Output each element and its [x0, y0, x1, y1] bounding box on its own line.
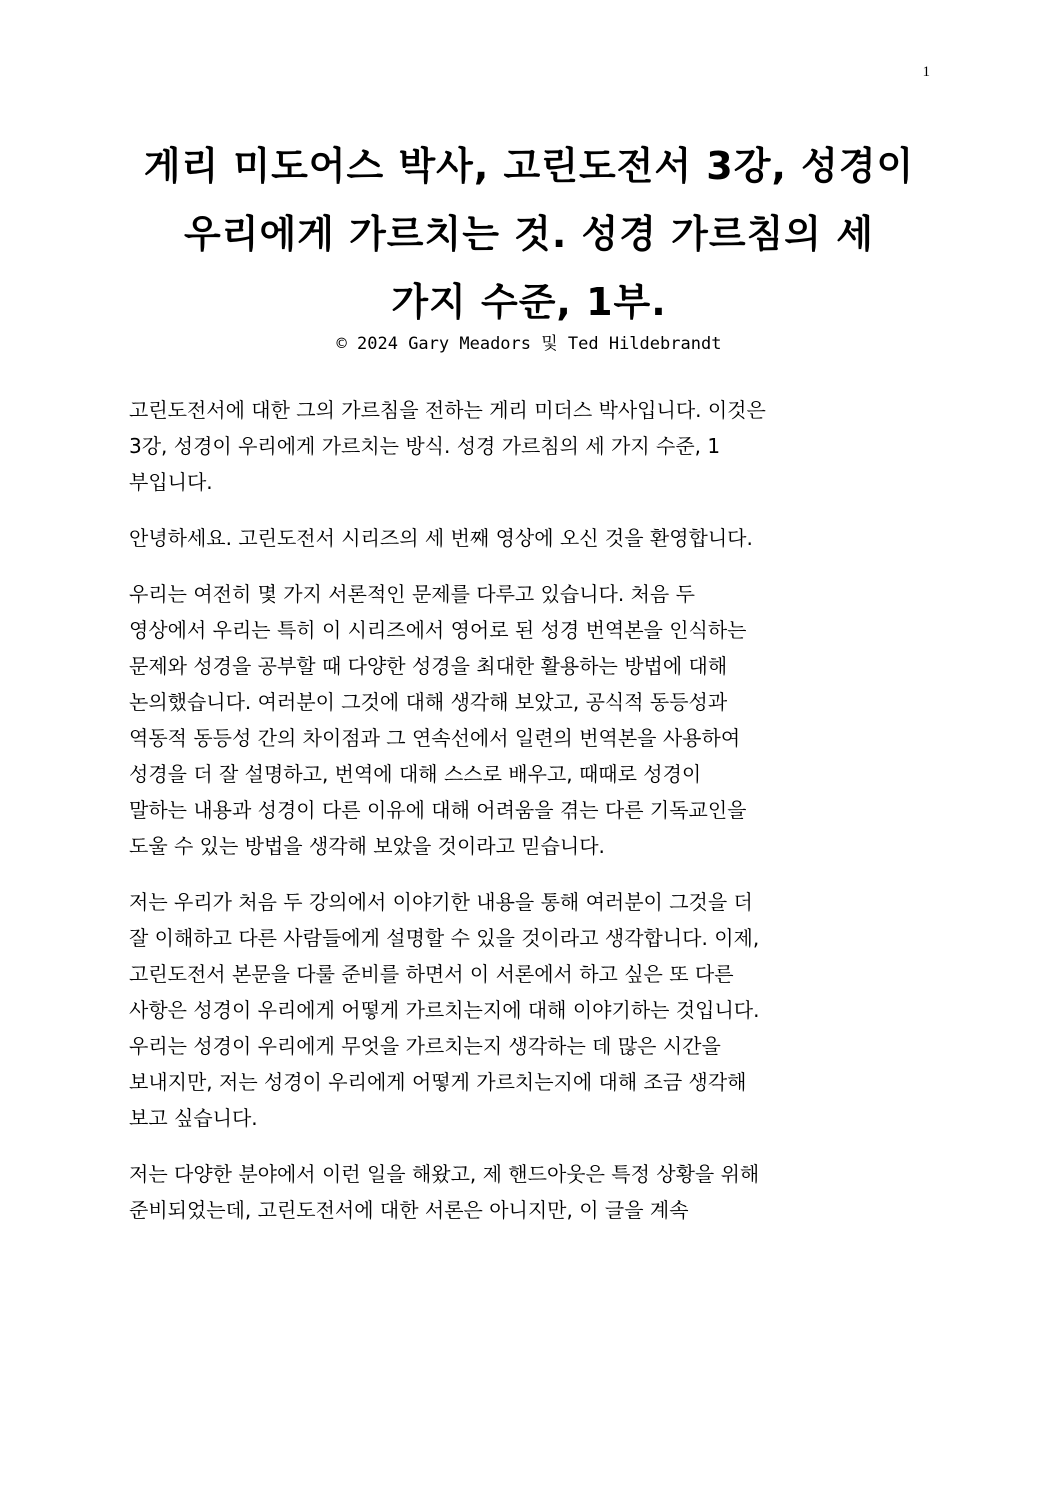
document-title [110, 132, 948, 336]
text-line: 영상에서 우리는 특히 이 시리즈에서 영어로 된 성경 번역본을 인식하는 [129, 618, 747, 642]
text-line: 보고 싶습니다. [129, 1106, 258, 1130]
text-line: 준비되었는데, 고린도전서에 대한 서론은 아니지만, 이 글을 계속 [129, 1198, 689, 1222]
text-line: 우리는 여전히 몇 가지 서론적인 문제를 다루고 있습니다. 처음 두 [129, 582, 695, 606]
copyright-notice: © 2024 Gary Meadors 및 Ted Hildebrandt [336, 334, 722, 354]
paragraph-handout [129, 1156, 944, 1228]
text-line: 3강, 성경이 우리에게 가르치는 방식. 성경 가르침의 세 가지 수준, 1 [129, 434, 721, 458]
text-line: 문제와 성경을 공부할 때 다양한 성경을 최대한 활용하는 방법에 대해 [129, 654, 728, 678]
text-line: 말하는 내용과 성경이 다른 이유에 대해 어려움을 겪는 다른 기독교인을 [129, 798, 747, 822]
title-line: 게리 미도어스 박사, 고린도전서 3강, 성경이 [143, 144, 915, 188]
text-line: 고린도전서에 대한 그의 가르침을 전하는 게리 미더스 박사입니다. 이것은 [129, 398, 766, 422]
text-line: 부입니다. [129, 470, 213, 494]
text-line: 잘 이해하고 다른 사람들에게 설명할 수 있을 것이라고 생각합니다. 이제, [129, 926, 760, 950]
text-line: 우리는 성경이 우리에게 무엇을 가르치는지 생각하는 데 많은 시간을 [129, 1034, 721, 1058]
text-line: 역동적 동등성 간의 차이점과 그 연속선에서 일련의 번역본을 사용하여 [129, 726, 741, 750]
text-line: 저는 우리가 처음 두 강의에서 이야기한 내용을 통해 여러분이 그것을 더 [129, 890, 753, 914]
text-line: 사항은 성경이 우리에게 어떻게 가르치는지에 대해 이야기하는 것입니다. [129, 998, 760, 1022]
page-number: 1 [922, 64, 930, 80]
title-line: 가지 수준, 1부. [391, 280, 667, 324]
text-line: 성경을 더 잘 설명하고, 번역에 대해 스스로 배우고, 때때로 성경이 [129, 762, 702, 786]
text-line: 도울 수 있는 방법을 생각해 보았을 것이라고 믿습니다. [129, 834, 605, 858]
text-line: 고린도전서 본문을 다룰 준비를 하면서 이 서론에서 하고 싶은 또 다른 [129, 962, 734, 986]
text-line: 보내지만, 저는 성경이 우리에게 어떻게 가르치는지에 대해 조금 생각해 [129, 1070, 747, 1094]
paragraph-intro [129, 392, 944, 500]
paragraph-introductory-issues [129, 576, 944, 864]
paragraph-greeting [129, 520, 944, 556]
document-body [129, 392, 944, 1248]
text-line: 저는 다양한 분야에서 이런 일을 해왔고, 제 핸드아웃은 특정 상황을 위해 [129, 1162, 760, 1186]
paragraph-how-scripture-teaches [129, 884, 944, 1136]
title-line: 우리에게 가르치는 것. 성경 가르침의 세 [184, 212, 874, 256]
text-line: 안녕하세요. 고린도전서 시리즈의 세 번째 영상에 오신 것을 환영합니다. [129, 526, 753, 550]
text-line: 논의했습니다. 여러분이 그것에 대해 생각해 보았고, 공식적 동등성과 [129, 690, 728, 714]
